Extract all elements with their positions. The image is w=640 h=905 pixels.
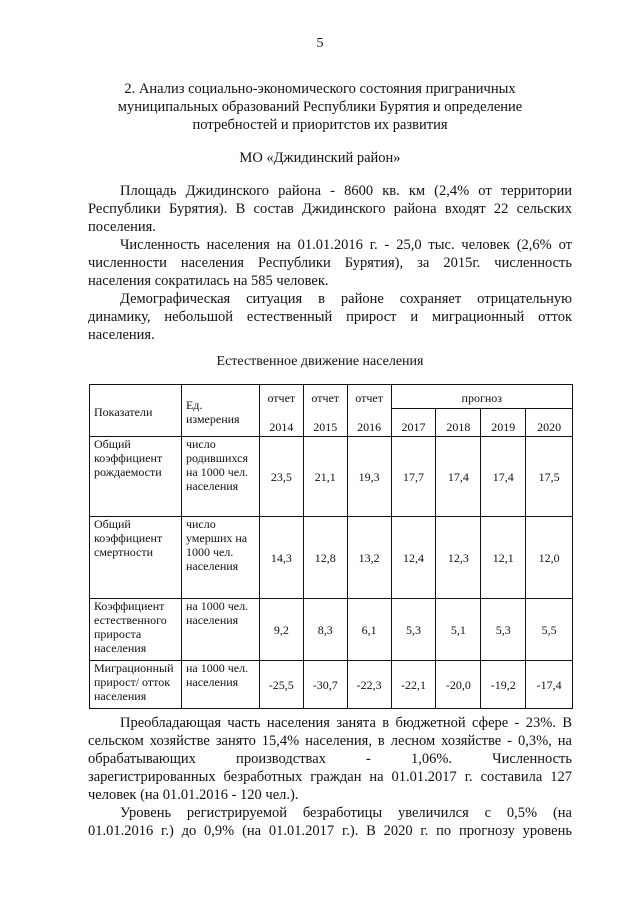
value-cell: 9,2 [259,599,303,661]
header-year: 2015 [303,409,347,437]
district-title: МО «Джидинский район» [239,150,401,166]
table-row [90,437,573,517]
section-heading-line: потребностей и приоритстов их развития [192,117,448,133]
section-heading-line: муниципальных образований Республики Бурятия и определение [117,99,523,115]
page-number: 5 [316,36,324,51]
indicator-cell: Общий коэффициент рождаемости [90,437,182,517]
header-unit: Ед. измерения [181,385,259,437]
paragraph-line: численности населения Республики Бурятия), за 2015г. численность [88,255,572,271]
paragraph-demography [88,290,572,344]
header-indicators: Показатели [90,385,182,437]
value-cell: -17,4 [526,661,573,709]
header-year: 2016 [347,409,391,437]
value-cell: 12,1 [481,517,526,599]
value-cell: 5,3 [391,599,436,661]
natural-movement-table [89,384,573,709]
header-year: 2017 [391,409,436,437]
value-cell: 12,0 [526,517,573,599]
paragraph-line: человек (на 01.01.2016 - 120 чел.). [88,787,299,803]
value-cell: 8,3 [303,599,347,661]
value-cell: 6,1 [347,599,391,661]
value-cell: 19,3 [347,437,391,517]
paragraph-line: динамику, небольшой естественный прирост и миграционный отток [88,309,572,325]
table-row [90,661,573,709]
paragraph-line: населения. [88,327,155,343]
value-cell: 17,5 [526,437,573,517]
value-cell: -20,0 [436,661,481,709]
header-year: 2020 [526,409,573,437]
value-cell: 5,5 [526,599,573,661]
header-report: отчет [303,385,347,409]
value-cell: 17,4 [436,437,481,517]
header-year: 2018 [436,409,481,437]
value-cell: 21,1 [303,437,347,517]
value-cell: -30,7 [303,661,347,709]
value-cell: 12,8 [303,517,347,599]
paragraph-line: Численность населения на 01.01.2016 г. - 25,0 тыс. человек (2,6% от [120,237,572,253]
paragraph-employment [88,714,572,804]
unit-cell: на 1000 чел. населения [181,661,259,709]
section-heading-line: 2. Анализ социально-экономического состояния приграничных [124,81,516,97]
value-cell: 23,5 [259,437,303,517]
unit-cell: число умерших на 1000 чел. населения [181,517,259,599]
paragraph-line: Демографическая ситуация в районе сохраняет отрицательную [120,291,572,307]
paragraph-line: Республики Бурятия). В состав Джидинского района входят 22 сельских [88,201,572,217]
header-year: 2014 [259,409,303,437]
paragraph-line: поселения. [88,219,156,235]
indicator-cell: Миграционный прирост/ отток населения [90,661,182,709]
value-cell: 13,2 [347,517,391,599]
unit-cell: на 1000 чел. населения [181,599,259,661]
paragraph-line: Преобладающая часть населения занята в бюджетной сфере - 23%. В [120,715,572,731]
indicator-cell: Общий коэффициент смертности [90,517,182,599]
value-cell: -22,3 [347,661,391,709]
unit-cell: число родившихся на 1000 чел. населения [181,437,259,517]
value-cell: 12,3 [436,517,481,599]
value-cell: -22,1 [391,661,436,709]
paragraph-line: зарегистрированных безработных граждан на 01.01.2017 г. составила 127 [88,769,572,785]
value-cell: 5,1 [436,599,481,661]
value-cell: -19,2 [481,661,526,709]
header-forecast: прогноз [391,385,572,409]
table-row [90,599,573,661]
value-cell: 14,3 [259,517,303,599]
indicator-cell: Коэффициент естественного прироста населения [90,599,182,661]
table-caption: Естественное движение населения [216,354,424,369]
header-year: 2019 [481,409,526,437]
value-cell: 17,4 [481,437,526,517]
value-cell: 17,7 [391,437,436,517]
table-row [90,517,573,599]
paragraph-population [88,236,572,290]
paragraph-line: 01.01.2016 г.) до 0,9% (на 01.01.2017 г.). В 2020 г. по прогнозу уровень [88,823,572,839]
paragraph-area [88,182,572,236]
header-report: отчет [259,385,303,409]
paragraph-line: сельском хозяйстве занято 15,4% населения, в лесном хозяйстве - 0,3%, на [88,733,572,749]
header-report: отчет [347,385,391,409]
value-cell: -25,5 [259,661,303,709]
value-cell: 5,3 [481,599,526,661]
paragraph-line: Площадь Джидинского района - 8600 кв. км (2,4% от территории [120,183,572,199]
paragraph-line: Уровень регистрируемой безработицы увеличился с 0,5% (на [120,805,572,821]
value-cell: 12,4 [391,517,436,599]
section-heading [80,80,560,134]
paragraph-line: населения сократилась на 585 человек. [88,273,329,289]
paragraph-line: обрабатывающих производствах - 1,06%. Численность [88,751,572,767]
paragraph-unemployment [88,804,572,840]
